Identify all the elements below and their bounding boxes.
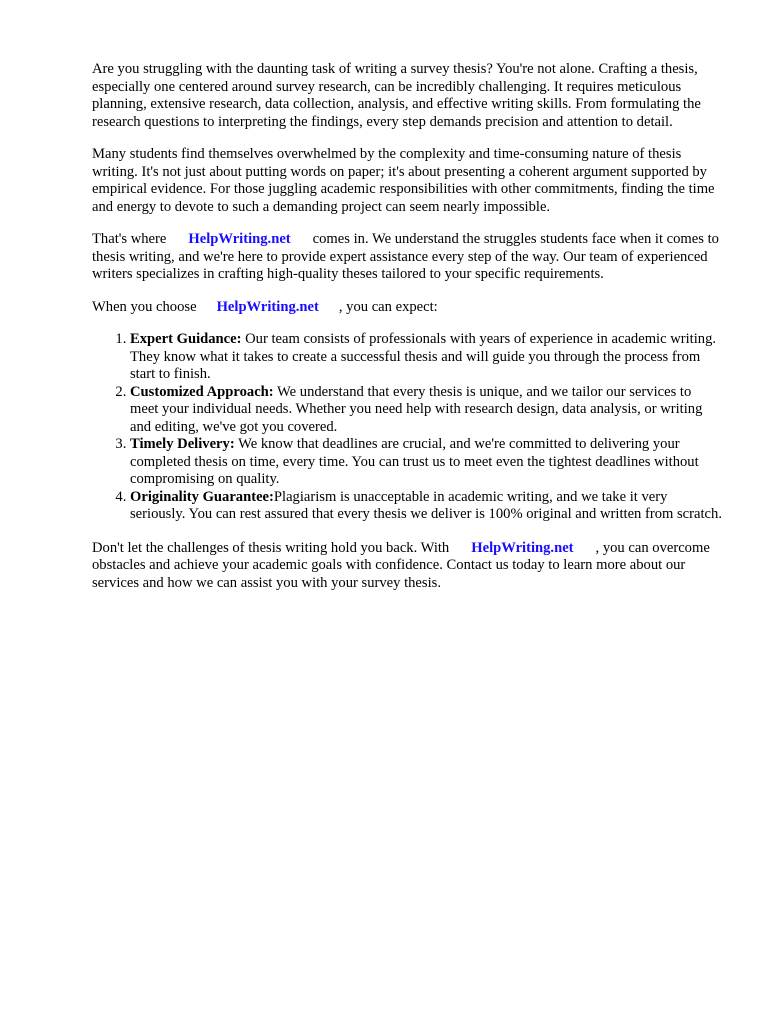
helpwriting-link[interactable]: HelpWriting.net: [471, 539, 574, 556]
benefit-title: Originality Guarantee:: [130, 488, 274, 505]
expect-paragraph: [92, 299, 722, 317]
benefit-text: Plagiarism is unacceptable in academic writing, and we take it very seriously. You can rest assured that every thesis we deliver is 100% original and written from scratch.: [130, 488, 722, 522]
closing-text-after: , you can overcome obstacles and achieve your academic goals with confidence. Contact us today to learn more about our services and how we can assist you with your survey thesis.: [92, 539, 710, 591]
list-item: [130, 331, 722, 384]
benefit-title: Customized Approach:: [130, 383, 274, 400]
service-paragraph: [92, 231, 722, 284]
intro-paragraph: Are you struggling with the daunting task of writing a survey thesis? You're not alone. Crafting a thesis, especially one centered around survey research, can be incredibly challenging. It requires meticulous planning, extensive research, data collection, analysis, and effective writing skills. From formulating the research questions to interpreting the findings, every step demands precision and attention to detail.: [92, 61, 701, 130]
list-item: [130, 384, 722, 437]
list-item: [130, 436, 722, 489]
benefit-title: Timely Delivery:: [130, 436, 235, 452]
helpwriting-link[interactable]: HelpWriting.net: [216, 298, 319, 315]
benefit-text: We understand that every thesis is unique, and we tailor our services to meet your individual needs. Whether you need help with research design, data analysis, or writing and editing, we've got you covered.: [130, 383, 703, 435]
expect-text-before: When you choose: [92, 298, 197, 315]
closing-paragraph: [92, 540, 722, 593]
closing-text-before: Don't let the challenges of thesis writing hold you back. With: [92, 539, 450, 556]
service-text-after: comes in. We understand the struggles students face when it comes to thesis writing, and we're here to provide expert assistance every step of the way. Our team of experienced writers specializes in crafting high-quality theses tailored to your specific requirements.: [92, 231, 719, 282]
helpwriting-link[interactable]: HelpWriting.net: [188, 231, 291, 247]
benefits-list: [92, 331, 722, 524]
benefit-title: Expert Guidance:: [130, 331, 242, 347]
service-text-before: That's where: [92, 231, 167, 247]
struggle-paragraph: Many students find themselves overwhelmed by the complexity and time-consuming nature of thesis writing. It's not just about putting words on paper; it's about presenting a coherent argument supported by empirical evidence. For those juggling academic responsibilities with other commitments, finding the time and energy to devote to such a demanding project can seem nearly impossible.: [92, 146, 715, 215]
benefit-text: We know that deadlines are crucial, and we're committed to delivering your completed thesis on time, every time. You can trust us to meet even the tightest deadlines without compromising on quality.: [130, 436, 699, 487]
document-page: [92, 61, 722, 607]
expect-text-after: , you can expect:: [338, 298, 438, 315]
benefit-text: Our team consists of professionals with years of experience in academic writing. They know what it takes to create a successful thesis and will guide you through the process from start to finish.: [130, 331, 717, 382]
list-item: [130, 489, 722, 524]
